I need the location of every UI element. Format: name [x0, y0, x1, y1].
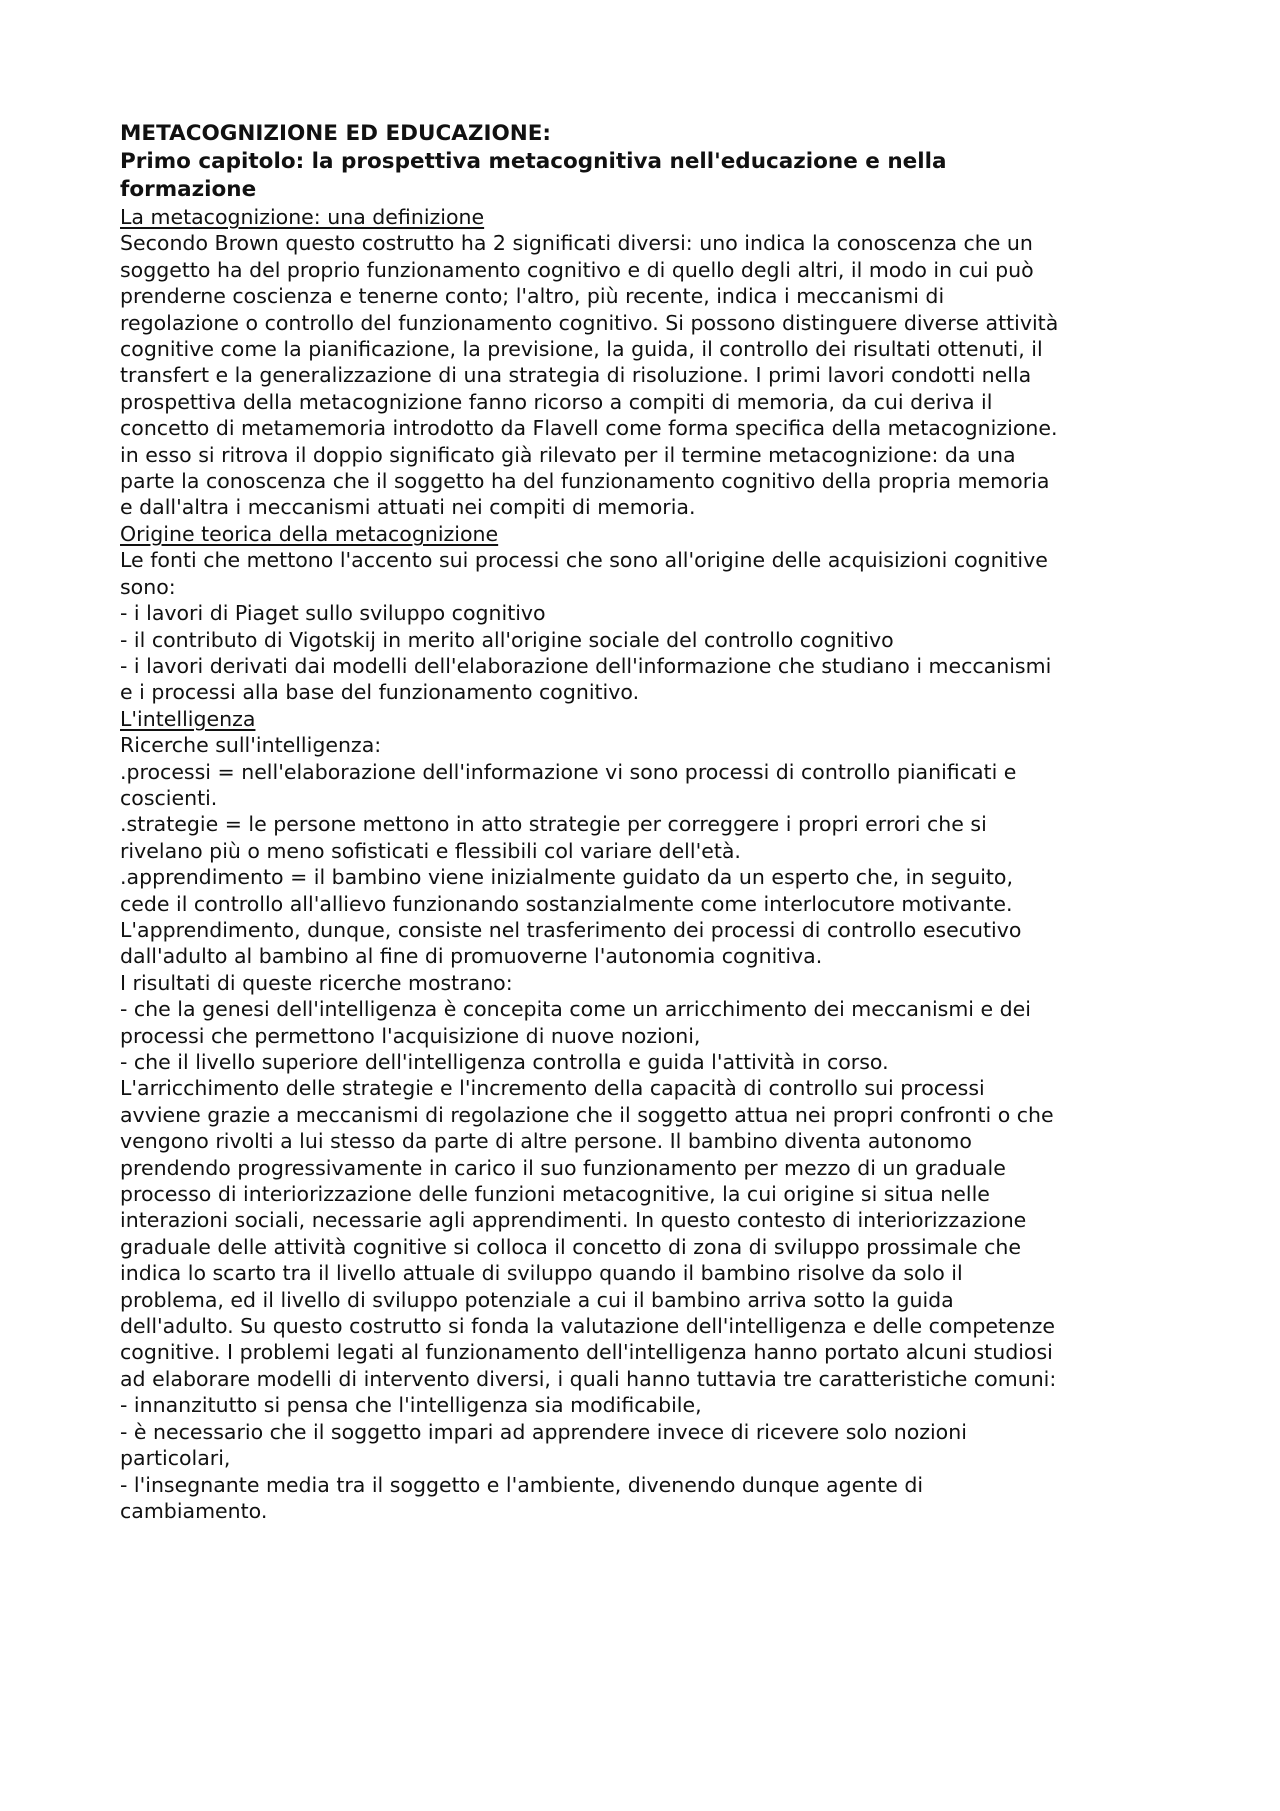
title-line: METACOGNIZIONE ED EDUCAZIONE: — [120, 121, 552, 146]
paragraph-line: Le fonti che mettono l'accento sui processi che sono all'origine delle acquisizioni cognitive — [120, 548, 1048, 573]
title-line: Primo capitolo: la prospettiva metacognitiva nell'educazione e nella — [120, 149, 947, 174]
paragraph-line: cognitive come la pianificazione, la previsione, la guida, il controllo dei risultati ottenuti, il — [120, 337, 1043, 362]
paragraph-line: .strategie = le persone mettono in atto strategie per correggere i propri errori che si — [120, 812, 987, 837]
paragraph-line: in esso si ritrova il doppio significato già rilevato per il termine metacognizione: da una — [120, 442, 1016, 467]
paragraph-line: cambiamento. — [120, 1498, 268, 1523]
paragraph-line: particolari, — [120, 1446, 231, 1471]
paragraph-line: .apprendimento = il bambino viene inizialmente guidato da un esperto che, in seguito, — [120, 865, 1013, 890]
paragraph-line: processi che permettono l'acquisizione di nuove nozioni, — [120, 1023, 701, 1048]
paragraph-line: L'apprendimento, dunque, consiste nel trasferimento dei processi di controllo esecutivo — [120, 917, 1022, 942]
paragraph-line: L'arricchimento delle strategie e l'incremento della capacità di controllo sui processi — [120, 1076, 985, 1101]
list-item: - l'insegnante media tra il soggetto e l'ambiente, divenendo dunque agente di — [120, 1472, 924, 1497]
paragraph-line: Ricerche sull'intelligenza: — [120, 733, 382, 758]
list-item: e i processi alla base del funzionamento cognitivo. — [120, 680, 640, 705]
title-line: formazione — [120, 177, 257, 202]
list-item: - i lavori derivati dai modelli dell'elaborazione dell'informazione che studiano i meccanismi — [120, 653, 1052, 678]
paragraph-line: cognitive. I problemi legati al funzionamento dell'intelligenza hanno portato alcuni studiosi — [120, 1340, 1053, 1365]
section-heading: L'intelligenza — [120, 706, 256, 731]
document-page — [120, 120, 1180, 1524]
paragraph-line: dall'adulto al bambino al fine di promuoverne l'autonomia cognitiva. — [120, 944, 823, 969]
document-title — [120, 120, 1180, 204]
paragraph-line: soggetto ha del proprio funzionamento cognitivo e di quello degli altri, il modo in cui può — [120, 257, 1034, 282]
paragraph-line: parte la conoscenza che il soggetto ha del funzionamento cognitivo della propria memoria — [120, 469, 1050, 494]
paragraph-line: e dall'altra i meccanismi attuati nei compiti di memoria. — [120, 495, 696, 520]
paragraph-line: avviene grazie a meccanismi di regolazione che il soggetto attua nei propri confronti o che — [120, 1102, 1054, 1127]
list-item: - innanzitutto si pensa che l'intelligenza sia modificabile, — [120, 1393, 702, 1418]
section-intelligenza — [120, 706, 1180, 1525]
paragraph-line: rivelano più o meno sofisticati e flessibili col variare dell'età. — [120, 838, 741, 863]
paragraph-line: .processi = nell'elaborazione dell'informazione vi sono processi di controllo pianificati e — [120, 759, 1017, 784]
paragraph-line: processo di interiorizzazione delle funzioni metacognitive, la cui origine si situa nelle — [120, 1182, 990, 1207]
paragraph-line: dell'adulto. Su questo costrutto si fonda la valutazione dell'intelligenza e delle competenze — [120, 1314, 1056, 1339]
list-item: - è necessario che il soggetto impari ad apprendere invece di ricevere solo nozioni — [120, 1419, 967, 1444]
paragraph-line: regolazione o controllo del funzionamento cognitivo. Si possono distinguere diverse attività — [120, 310, 1059, 335]
paragraph-line: problema, ed il livello di sviluppo potenziale a cui il bambino arriva sotto la guida — [120, 1287, 954, 1312]
paragraph-line: vengono rivolti a lui stesso da parte di altre persone. Il bambino diventa autonomo — [120, 1129, 972, 1154]
paragraph-line: sono: — [120, 574, 176, 599]
paragraph-line: interazioni sociali, necessarie agli apprendimenti. In questo contesto di interiorizzazione — [120, 1208, 1027, 1233]
paragraph-line: indica lo scarto tra il livello attuale di sviluppo quando il bambino risolve da solo il — [120, 1261, 963, 1286]
list-item: - il contributo di Vigotskij in merito all'origine sociale del controllo cognitivo — [120, 627, 894, 652]
paragraph-line: cede il controllo all'allievo funzionando sostanzialmente come interlocutore motivante. — [120, 891, 1013, 916]
paragraph-line: prendendo progressivamente in carico il suo funzionamento per mezzo di un graduale — [120, 1155, 1006, 1180]
list-item: - che la genesi dell'intelligenza è concepita come un arricchimento dei meccanismi e dei — [120, 997, 1031, 1022]
paragraph-line: prospettiva della metacognizione fanno ricorso a compiti di memoria, da cui deriva il — [120, 389, 993, 414]
section-definizione — [120, 204, 1180, 521]
section-heading: La metacognizione: una definizione — [120, 205, 485, 229]
paragraph-line: graduale delle attività cognitive si colloca il concetto di zona di sviluppo prossimale che — [120, 1234, 1021, 1259]
paragraph-line: ad elaborare modelli di intervento diversi, i quali hanno tuttavia tre caratteristiche comuni: — [120, 1366, 1057, 1391]
section-origine — [120, 521, 1180, 706]
paragraph-line: coscienti. — [120, 785, 218, 810]
paragraph-line: prenderne coscienza e tenerne conto; l'altro, più recente, indica i meccanismi di — [120, 284, 945, 309]
list-item: - i lavori di Piaget sullo sviluppo cognitivo — [120, 601, 546, 626]
paragraph-line: I risultati di queste ricerche mostrano: — [120, 970, 513, 995]
section-heading: Origine teorica della metacognizione — [120, 521, 499, 546]
paragraph-line: transfert e la generalizzazione di una strategia di risoluzione. I primi lavori condotti nella — [120, 363, 1032, 388]
list-item: - che il livello superiore dell'intelligenza controlla e guida l'attività in corso. — [120, 1050, 889, 1074]
paragraph-line: Secondo Brown questo costrutto ha 2 significati diversi: uno indica la conoscenza che un — [120, 231, 1033, 256]
paragraph-line: concetto di metamemoria introdotto da Flavell come forma specifica della metacognizione. — [120, 416, 1058, 441]
